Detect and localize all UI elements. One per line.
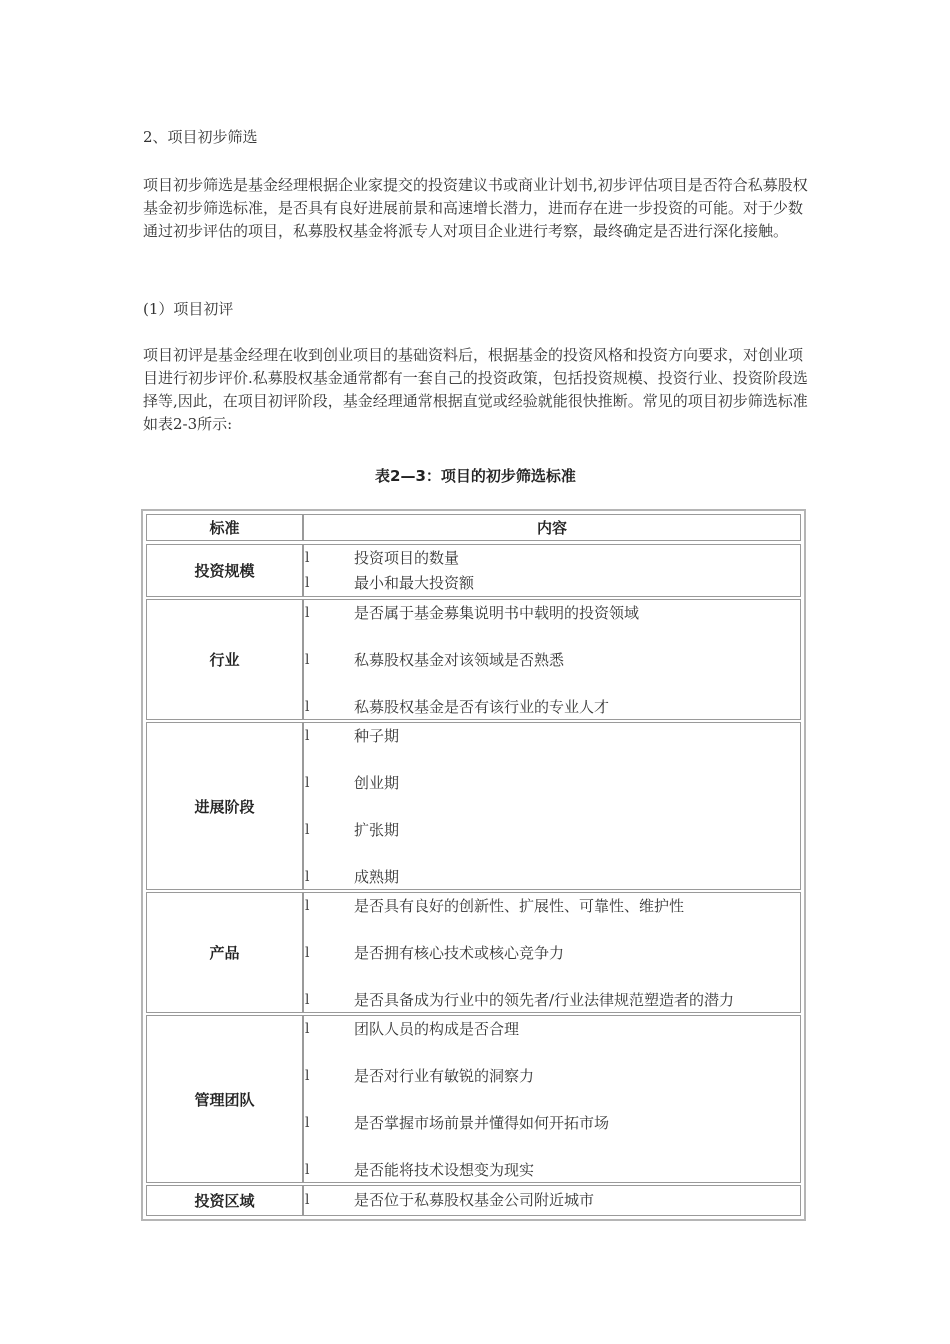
bullet-icon: l — [305, 992, 310, 1008]
table-row — [146, 599, 801, 720]
bullet-icon: l — [305, 898, 310, 914]
bullet-icon: l — [305, 869, 310, 885]
bullet-icon: l — [305, 945, 310, 961]
bullet-icon: l — [305, 728, 310, 744]
header-content: 内容 — [536, 519, 567, 537]
bullet-icon: l — [305, 1115, 310, 1131]
paragraph-screening: 项目初步筛选是基金经理根据企业家提交的投资建议书或商业计划书,初步评估项目是否符合私募股权基金初步筛选标准，是否具有良好进展前景和高速增长潜力，进而存在进一步投资的可能。对于少数通过初步评估的项目，私募股权基金将派专人对项目企业进行考察，最终确定是否进行深化接触。 — [143, 176, 808, 240]
row-content — [304, 893, 800, 1012]
section-title: 2、项目初步筛选 — [143, 128, 258, 146]
list-item — [304, 602, 800, 624]
list-item — [304, 772, 800, 794]
row-content — [304, 1186, 800, 1215]
list-item — [304, 696, 800, 718]
item-text: 是否能将技术设想变为现实 — [354, 1161, 535, 1179]
list-item — [304, 1018, 800, 1040]
list-item — [304, 895, 800, 917]
item-text: 投资项目的数量 — [354, 549, 460, 567]
table-row — [146, 544, 801, 597]
bullet-icon: l — [305, 1021, 310, 1037]
item-text: 是否位于私募股权基金公司附近城市 — [354, 1191, 595, 1209]
list-item — [304, 547, 800, 569]
bullet-icon: l — [305, 550, 310, 566]
list-item — [304, 1159, 800, 1181]
bullet-icon: l — [305, 699, 310, 715]
table-caption: 表2—3：项目的初步筛选标准 — [375, 467, 576, 485]
bullet-icon: l — [305, 575, 310, 591]
list-item — [304, 1112, 800, 1134]
bullet-icon: l — [305, 775, 310, 791]
bullet-icon: l — [305, 1162, 310, 1178]
row-standard: 投资规模 — [147, 545, 304, 596]
item-text: 成熟期 — [354, 868, 400, 886]
row-content — [304, 545, 800, 596]
item-text: 最小和最大投资额 — [354, 574, 475, 592]
header-standard: 标准 — [147, 515, 304, 540]
item-text: 私募股权基金对该领域是否熟悉 — [354, 651, 565, 669]
row-standard: 产品 — [147, 893, 304, 1012]
item-text: 团队人员的构成是否合理 — [354, 1020, 520, 1038]
bullet-icon: l — [305, 822, 310, 838]
row-content — [304, 600, 800, 719]
item-text: 是否对行业有敏锐的洞察力 — [354, 1067, 535, 1085]
row-standard: 管理团队 — [147, 1016, 304, 1182]
table-row — [146, 1015, 801, 1183]
bullet-icon: l — [305, 605, 310, 621]
row-content — [304, 1016, 800, 1182]
list-item — [304, 1065, 800, 1087]
bullet-icon: l — [305, 652, 310, 668]
row-standard: 进展阶段 — [147, 723, 304, 889]
row-content — [304, 723, 800, 889]
list-item — [304, 1189, 800, 1211]
list-item — [304, 649, 800, 671]
item-text: 是否掌握市场前景并懂得如何开拓市场 — [354, 1114, 610, 1132]
list-item — [304, 942, 800, 964]
list-item — [304, 572, 800, 594]
item-text: 是否具有良好的创新性、扩展性、可靠性、维护性 — [354, 897, 685, 915]
table-header-row — [146, 514, 801, 541]
list-item — [304, 989, 800, 1011]
list-item — [304, 819, 800, 841]
table-row — [146, 892, 801, 1013]
criteria-table — [141, 509, 806, 1221]
row-standard: 投资区域 — [147, 1186, 304, 1215]
table-row — [146, 1185, 801, 1216]
item-text: 创业期 — [354, 774, 400, 792]
list-item — [304, 725, 800, 747]
bullet-icon: l — [305, 1192, 310, 1208]
subsection-title: (1）项目初评 — [143, 300, 234, 318]
bullet-icon: l — [305, 1068, 310, 1084]
item-text: 是否拥有核心技术或核心竞争力 — [354, 944, 565, 962]
list-item — [304, 866, 800, 888]
item-text: 是否具备成为行业中的领先者/行业法律规范塑造者的潜力 — [354, 991, 735, 1009]
item-text: 扩张期 — [354, 821, 400, 839]
item-text: 私募股权基金是否有该行业的专业人才 — [354, 698, 610, 716]
item-text: 是否属于基金募集说明书中载明的投资领域 — [354, 604, 640, 622]
paragraph-initial-review: 项目初评是基金经理在收到创业项目的基础资料后，根据基金的投资风格和投资方向要求，对创业项目进行初步评价.私募股权基金通常都有一套自己的投资政策，包括投资规模、投资行业、投资阶段选择等,因此，在项目初评阶段，基金经理通常根据直觉或经验就能很快推断。常见的项目初步筛选标准如表2-3所示: — [143, 346, 808, 433]
row-standard: 行业 — [147, 600, 304, 719]
table-row — [146, 722, 801, 890]
item-text: 种子期 — [354, 727, 400, 745]
